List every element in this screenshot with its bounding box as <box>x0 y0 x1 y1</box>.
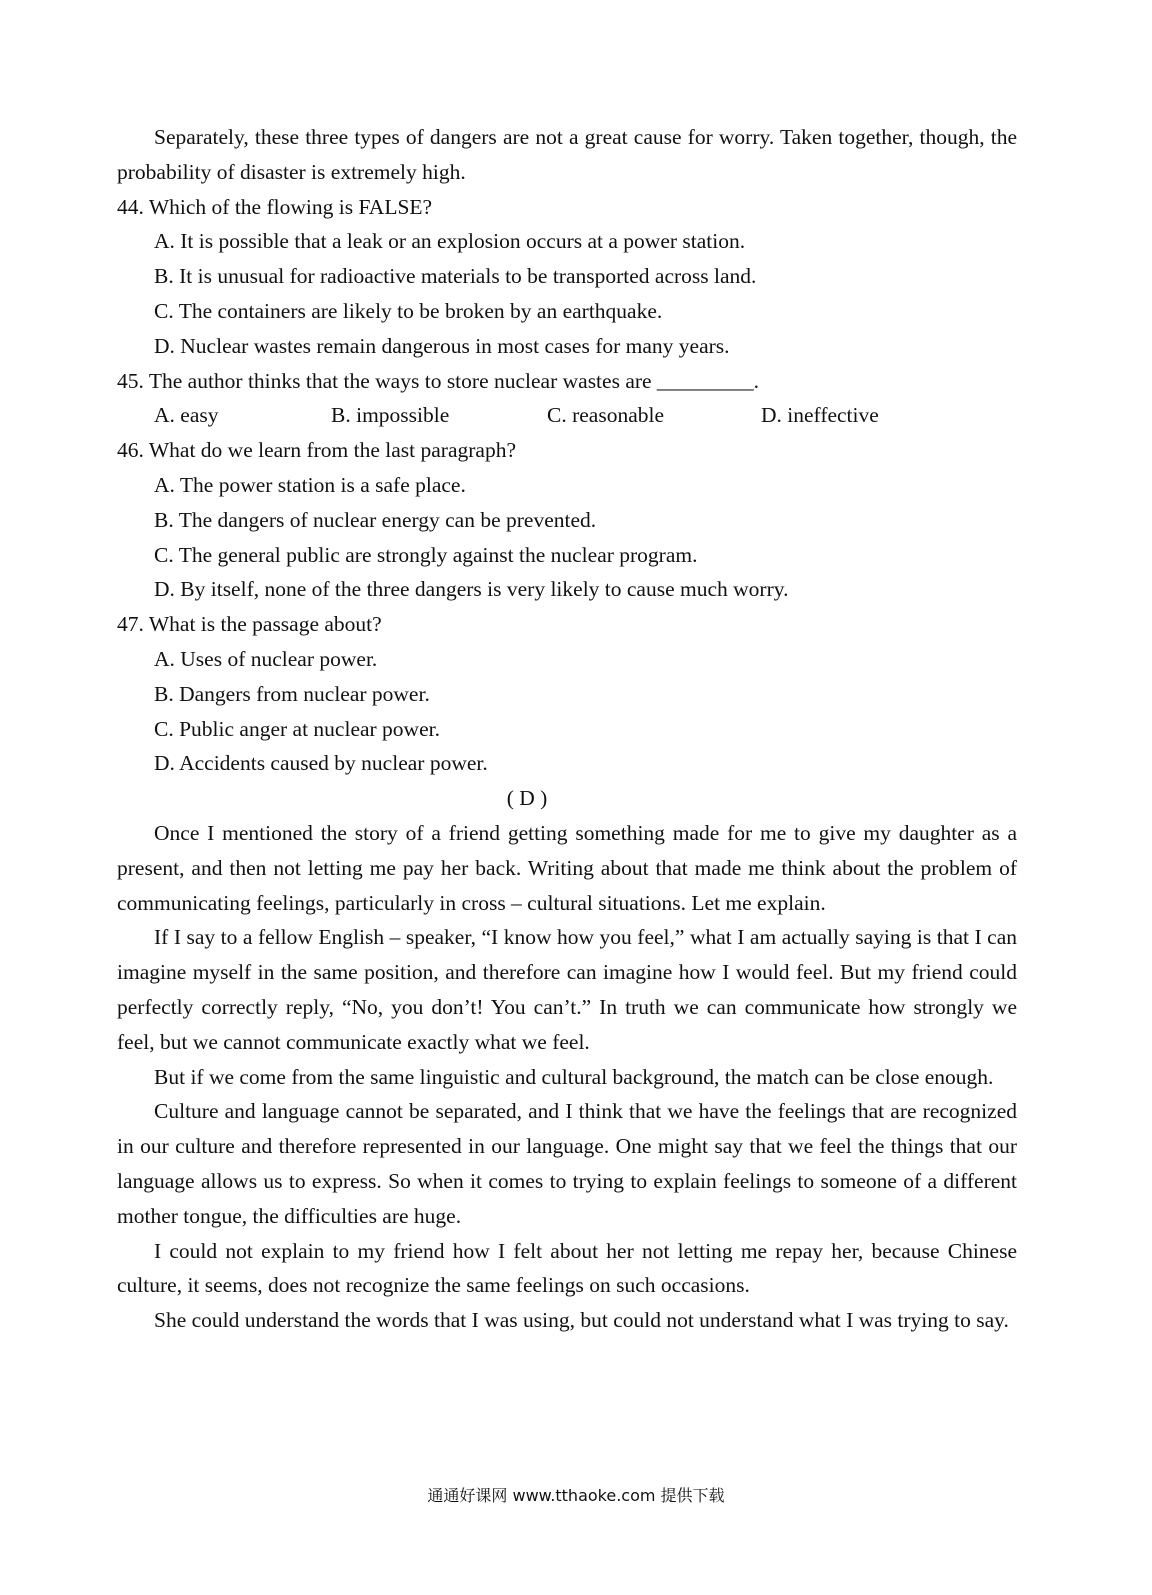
option-a: A. It is possible that a leak or an explosion occurs at a power station. <box>154 229 746 254</box>
option-d: D. Accidents caused by nuclear power. <box>154 751 488 776</box>
option-b: B. The dangers of nuclear energy can be prevented. <box>154 507 597 532</box>
option-c: C. reasonable <box>547 403 665 428</box>
question-stem: 44. Which of the flowing is FALSE? <box>117 194 433 219</box>
question-45 <box>117 364 1017 434</box>
question-44 <box>117 190 1017 364</box>
option-b: B. Dangers from nuclear power. <box>154 681 430 706</box>
passage-d-paragraph-5: I could not explain to my friend how I felt about her not letting me repay her, because Chinese culture, it seems, does not recognize the same feelings on such occasions. <box>117 1238 1017 1298</box>
option-a: A. easy <box>154 403 219 428</box>
page-footer-watermark: 通通好课网 www.tthaoke.com 提供下载 <box>427 1486 725 1505</box>
option-a: A. Uses of nuclear power. <box>154 646 378 671</box>
question-stem: 47. What is the passage about? <box>117 612 382 637</box>
passage-d-paragraph-4: Culture and language cannot be separated, and I think that we have the feelings that are recognized in our culture and therefore represented in our language. One might say that we feel the things that our language allows us to express. So when it comes to trying to explain feelings to someone of a different mother tongue, the difficulties are huge. <box>117 1099 1017 1228</box>
option-row <box>117 398 1017 433</box>
question-46 <box>117 433 1017 607</box>
passage-c-closing-paragraph: Separately, these three types of dangers are not a great cause for worry. Taken together, though, the probability of disaster is extremely high. <box>117 125 1017 184</box>
option-c: C. Public anger at nuclear power. <box>154 716 440 741</box>
question-47 <box>117 607 1017 781</box>
option-b: B. impossible <box>331 403 450 428</box>
exam-page <box>117 120 1017 1338</box>
option-b: B. It is unusual for radioactive materials to be transported across land. <box>154 264 757 289</box>
question-stem: 46. What do we learn from the last paragraph? <box>117 438 516 463</box>
passage-d-paragraph-3: But if we come from the same linguistic and cultural background, the match can be close enough. <box>154 1064 994 1089</box>
option-c: C. The general public are strongly against the nuclear program. <box>154 542 698 567</box>
option-c: C. The containers are likely to be broken by an earthquake. <box>154 298 663 323</box>
passage-d-paragraph-1: Once I mentioned the story of a friend getting something made for me to give my daughter as a present, and then not letting me pay her back. Writing about that made me think about the problem of communicating feelings, particularly in cross – cultural situations. Let me explain. <box>117 820 1017 915</box>
option-d: D. By itself, none of the three dangers is very likely to cause much worry. <box>154 577 789 602</box>
option-d: D. ineffective <box>761 403 879 428</box>
section-d-heading: ( D ) <box>506 786 548 811</box>
option-d: D. Nuclear wastes remain dangerous in most cases for many years. <box>154 333 730 358</box>
option-a: A. The power station is a safe place. <box>154 472 466 497</box>
passage-d-paragraph-6: She could understand the words that I was using, but could not understand what I was trying to say. <box>154 1308 1009 1333</box>
passage-d-paragraph-2: If I say to a fellow English – speaker, “I know how you feel,” what I am actually saying is that I can imagine myself in the same position, and therefore can imagine how I would feel. But my friend could perfectly correctly reply, “No, you don’t! You can’t.” In truth we can communicate how strongly we feel, but we cannot communicate exactly what we feel. <box>117 925 1017 1054</box>
question-stem: 45. The author thinks that the ways to store nuclear wastes are _________. <box>117 368 760 393</box>
